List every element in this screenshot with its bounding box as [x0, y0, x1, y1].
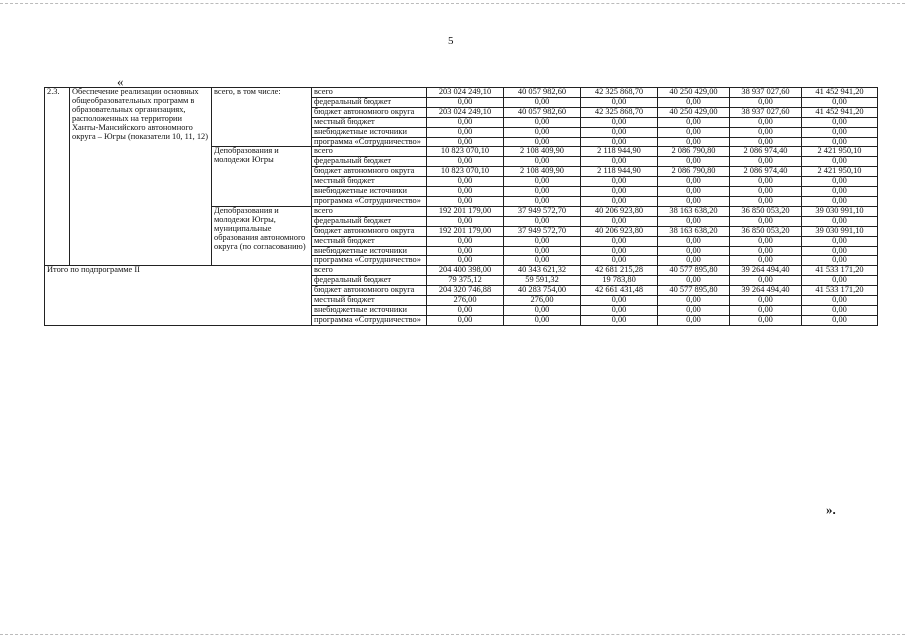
- scan-edge-bottom: [0, 634, 905, 636]
- source-label: внебюджетные источники: [312, 187, 427, 197]
- source-label: всего: [312, 206, 427, 216]
- value-total: 0,00: [427, 315, 504, 325]
- value-total: 0,00: [427, 187, 504, 197]
- value-total: 79 375,12: [427, 276, 504, 286]
- value-2022: 0,00: [730, 127, 802, 137]
- source-label: всего: [312, 147, 427, 157]
- value-2023: 0,00: [802, 305, 878, 315]
- value-2021: 0,00: [658, 276, 730, 286]
- value-2019: 0,00: [504, 196, 581, 206]
- value-2021: 0,00: [658, 127, 730, 137]
- value-2019: 0,00: [504, 315, 581, 325]
- source-label: программа «Сотрудничество»: [312, 196, 427, 206]
- source-label: программа «Сотрудничество»: [312, 137, 427, 147]
- value-2019: 0,00: [504, 256, 581, 266]
- value-2023: 41 452 941,20: [802, 88, 878, 98]
- value-2020: 0,00: [581, 157, 658, 167]
- value-2019: 0,00: [504, 216, 581, 226]
- value-2023: 39 030 991,10: [802, 226, 878, 236]
- source-label: внебюджетные источники: [312, 305, 427, 315]
- source-label: бюджет автономного округа: [312, 107, 427, 117]
- value-2020: 0,00: [581, 236, 658, 246]
- value-2020: 0,00: [581, 137, 658, 147]
- value-2020: 0,00: [581, 177, 658, 187]
- value-2021: 0,00: [658, 305, 730, 315]
- value-2023: 0,00: [802, 315, 878, 325]
- value-2019: 2 108 409,90: [504, 167, 581, 177]
- value-total: 0,00: [427, 157, 504, 167]
- value-total: 10 823 070,10: [427, 167, 504, 177]
- value-total: 10 823 070,10: [427, 147, 504, 157]
- source-label: всего: [312, 88, 427, 98]
- value-2022: 0,00: [730, 276, 802, 286]
- value-2019: 40 057 982,60: [504, 107, 581, 117]
- source-label: федеральный бюджет: [312, 276, 427, 286]
- value-2023: 0,00: [802, 187, 878, 197]
- value-2023: 0,00: [802, 127, 878, 137]
- value-2020: 0,00: [581, 216, 658, 226]
- section-number: 2.3.: [45, 88, 70, 266]
- value-2022: 0,00: [730, 305, 802, 315]
- value-2019: 0,00: [504, 137, 581, 147]
- value-2020: 42 325 868,70: [581, 88, 658, 98]
- value-total: 0,00: [427, 256, 504, 266]
- executor-name: Депобразования и молодежи Югры: [212, 147, 312, 206]
- value-2020: 19 783,80: [581, 276, 658, 286]
- source-label: местный бюджет: [312, 296, 427, 306]
- value-total: 192 201 179,00: [427, 226, 504, 236]
- source-label: всего: [312, 266, 427, 276]
- table-row: [45, 88, 878, 98]
- value-2022: 0,00: [730, 177, 802, 187]
- value-2019: 0,00: [504, 117, 581, 127]
- value-2020: 2 118 944,90: [581, 167, 658, 177]
- value-2020: 0,00: [581, 246, 658, 256]
- table-row: [45, 266, 878, 276]
- value-2023: 39 030 991,10: [802, 206, 878, 216]
- value-2022: 39 264 494,40: [730, 286, 802, 296]
- value-2023: 0,00: [802, 157, 878, 167]
- value-total: 0,00: [427, 127, 504, 137]
- value-2019: 0,00: [504, 177, 581, 187]
- executor-name: Депобразования и молодежи Югры, муниципальные образования автономного округа (по согласованию): [212, 206, 312, 265]
- value-2022: 0,00: [730, 236, 802, 246]
- value-2023: 0,00: [802, 216, 878, 226]
- value-total: 0,00: [427, 177, 504, 187]
- source-label: бюджет автономного округа: [312, 226, 427, 236]
- subprogram-total-label: Итого по подпрограмме II: [45, 266, 312, 325]
- value-2021: 0,00: [658, 137, 730, 147]
- value-2022: 0,00: [730, 216, 802, 226]
- source-label: бюджет автономного округа: [312, 167, 427, 177]
- value-2020: 0,00: [581, 315, 658, 325]
- value-2021: 2 086 790,80: [658, 167, 730, 177]
- value-2019: 40 283 754,00: [504, 286, 581, 296]
- value-2021: 0,00: [658, 117, 730, 127]
- value-2021: 0,00: [658, 246, 730, 256]
- table-body: [45, 88, 878, 326]
- source-label: внебюджетные источники: [312, 127, 427, 137]
- value-total: 0,00: [427, 305, 504, 315]
- value-2019: 0,00: [504, 157, 581, 167]
- value-total: 276,00: [427, 296, 504, 306]
- value-2022: 2 086 974,40: [730, 147, 802, 157]
- value-2019: 40 057 982,60: [504, 88, 581, 98]
- value-2023: 41 533 171,20: [802, 266, 878, 276]
- value-2023: 0,00: [802, 117, 878, 127]
- value-2023: 0,00: [802, 296, 878, 306]
- value-2023: 0,00: [802, 196, 878, 206]
- section-title: Обеспечение реализации основных общеобразовательных программ в образовательных организациях, расположенных на территории Ханты-Мансийского автономного округа – Югры (показатели 10, 11, 12): [70, 88, 212, 266]
- value-2020: 0,00: [581, 117, 658, 127]
- closing-quote: ».: [826, 502, 836, 517]
- value-2023: 0,00: [802, 246, 878, 256]
- value-2023: 0,00: [802, 276, 878, 286]
- source-label: местный бюджет: [312, 236, 427, 246]
- value-2019: 0,00: [504, 246, 581, 256]
- value-2019: 0,00: [504, 97, 581, 107]
- source-label: программа «Сотрудничество»: [312, 315, 427, 325]
- value-2021: 40 250 429,00: [658, 88, 730, 98]
- value-2022: 38 937 027,60: [730, 88, 802, 98]
- value-2022: 36 850 053,20: [730, 226, 802, 236]
- value-2021: 2 086 790,80: [658, 147, 730, 157]
- value-2022: 0,00: [730, 157, 802, 167]
- value-2021: 40 577 895,80: [658, 266, 730, 276]
- value-2023: 41 452 941,20: [802, 107, 878, 117]
- value-2021: 0,00: [658, 97, 730, 107]
- value-2023: 41 533 171,20: [802, 286, 878, 296]
- source-label: внебюджетные источники: [312, 246, 427, 256]
- opening-quote: «: [117, 74, 124, 89]
- value-2021: 0,00: [658, 256, 730, 266]
- funding-table: [44, 87, 878, 326]
- value-2021: 38 163 638,20: [658, 226, 730, 236]
- value-2022: 0,00: [730, 187, 802, 197]
- value-2021: 0,00: [658, 177, 730, 187]
- value-2021: 38 163 638,20: [658, 206, 730, 216]
- value-2022: 2 086 974,40: [730, 167, 802, 177]
- value-2022: 0,00: [730, 97, 802, 107]
- value-2019: 0,00: [504, 187, 581, 197]
- source-label: местный бюджет: [312, 117, 427, 127]
- value-2021: 0,00: [658, 196, 730, 206]
- source-label: бюджет автономного округа: [312, 286, 427, 296]
- value-2022: 36 850 053,20: [730, 206, 802, 216]
- executor-all: всего, в том числе:: [212, 88, 312, 147]
- value-2019: 0,00: [504, 236, 581, 246]
- value-total: 203 024 249,10: [427, 88, 504, 98]
- source-label: программа «Сотрудничество»: [312, 256, 427, 266]
- value-2023: 0,00: [802, 236, 878, 246]
- value-2021: 0,00: [658, 187, 730, 197]
- value-2019: 37 949 572,70: [504, 206, 581, 216]
- value-2019: 40 343 621,32: [504, 266, 581, 276]
- value-2020: 0,00: [581, 97, 658, 107]
- value-2019: 0,00: [504, 127, 581, 137]
- value-2019: 2 108 409,90: [504, 147, 581, 157]
- source-label: федеральный бюджет: [312, 216, 427, 226]
- value-total: 203 024 249,10: [427, 107, 504, 117]
- value-2022: 0,00: [730, 315, 802, 325]
- value-2023: 0,00: [802, 256, 878, 266]
- value-total: 0,00: [427, 137, 504, 147]
- value-2020: 0,00: [581, 305, 658, 315]
- value-2022: 0,00: [730, 256, 802, 266]
- value-2020: 0,00: [581, 196, 658, 206]
- value-2023: 0,00: [802, 97, 878, 107]
- value-2021: 0,00: [658, 315, 730, 325]
- value-2019: 0,00: [504, 305, 581, 315]
- value-2020: 42 681 215,28: [581, 266, 658, 276]
- value-2020: 0,00: [581, 127, 658, 137]
- value-total: 0,00: [427, 196, 504, 206]
- value-2022: 0,00: [730, 246, 802, 256]
- value-total: 192 201 179,00: [427, 206, 504, 216]
- value-2022: 39 264 494,40: [730, 266, 802, 276]
- value-2021: 0,00: [658, 236, 730, 246]
- value-2020: 42 325 868,70: [581, 107, 658, 117]
- value-2023: 2 421 950,10: [802, 147, 878, 157]
- value-total: 0,00: [427, 246, 504, 256]
- value-2020: 42 661 431,48: [581, 286, 658, 296]
- value-total: 0,00: [427, 117, 504, 127]
- source-label: местный бюджет: [312, 177, 427, 187]
- value-2019: 59 591,32: [504, 276, 581, 286]
- value-2021: 0,00: [658, 157, 730, 167]
- value-2023: 2 421 950,10: [802, 167, 878, 177]
- value-2022: 0,00: [730, 117, 802, 127]
- page-number: 5: [448, 35, 454, 47]
- scan-edge-top: [0, 3, 905, 5]
- value-2019: 37 949 572,70: [504, 226, 581, 236]
- value-total: 0,00: [427, 236, 504, 246]
- value-total: 0,00: [427, 97, 504, 107]
- value-2022: 0,00: [730, 137, 802, 147]
- value-2020: 0,00: [581, 187, 658, 197]
- value-total: 204 320 746,88: [427, 286, 504, 296]
- value-2020: 2 118 944,90: [581, 147, 658, 157]
- value-2022: 38 937 027,60: [730, 107, 802, 117]
- value-total: 204 400 398,00: [427, 266, 504, 276]
- value-2021: 40 250 429,00: [658, 107, 730, 117]
- value-2022: 0,00: [730, 296, 802, 306]
- value-2020: 40 206 923,80: [581, 226, 658, 236]
- value-2022: 0,00: [730, 196, 802, 206]
- value-2021: 0,00: [658, 296, 730, 306]
- value-total: 0,00: [427, 216, 504, 226]
- value-2021: 40 577 895,80: [658, 286, 730, 296]
- value-2021: 0,00: [658, 216, 730, 226]
- value-2023: 0,00: [802, 177, 878, 187]
- value-2020: 0,00: [581, 296, 658, 306]
- source-label: федеральный бюджет: [312, 157, 427, 167]
- value-2023: 0,00: [802, 137, 878, 147]
- value-2019: 276,00: [504, 296, 581, 306]
- value-2020: 40 206 923,80: [581, 206, 658, 216]
- source-label: федеральный бюджет: [312, 97, 427, 107]
- value-2020: 0,00: [581, 256, 658, 266]
